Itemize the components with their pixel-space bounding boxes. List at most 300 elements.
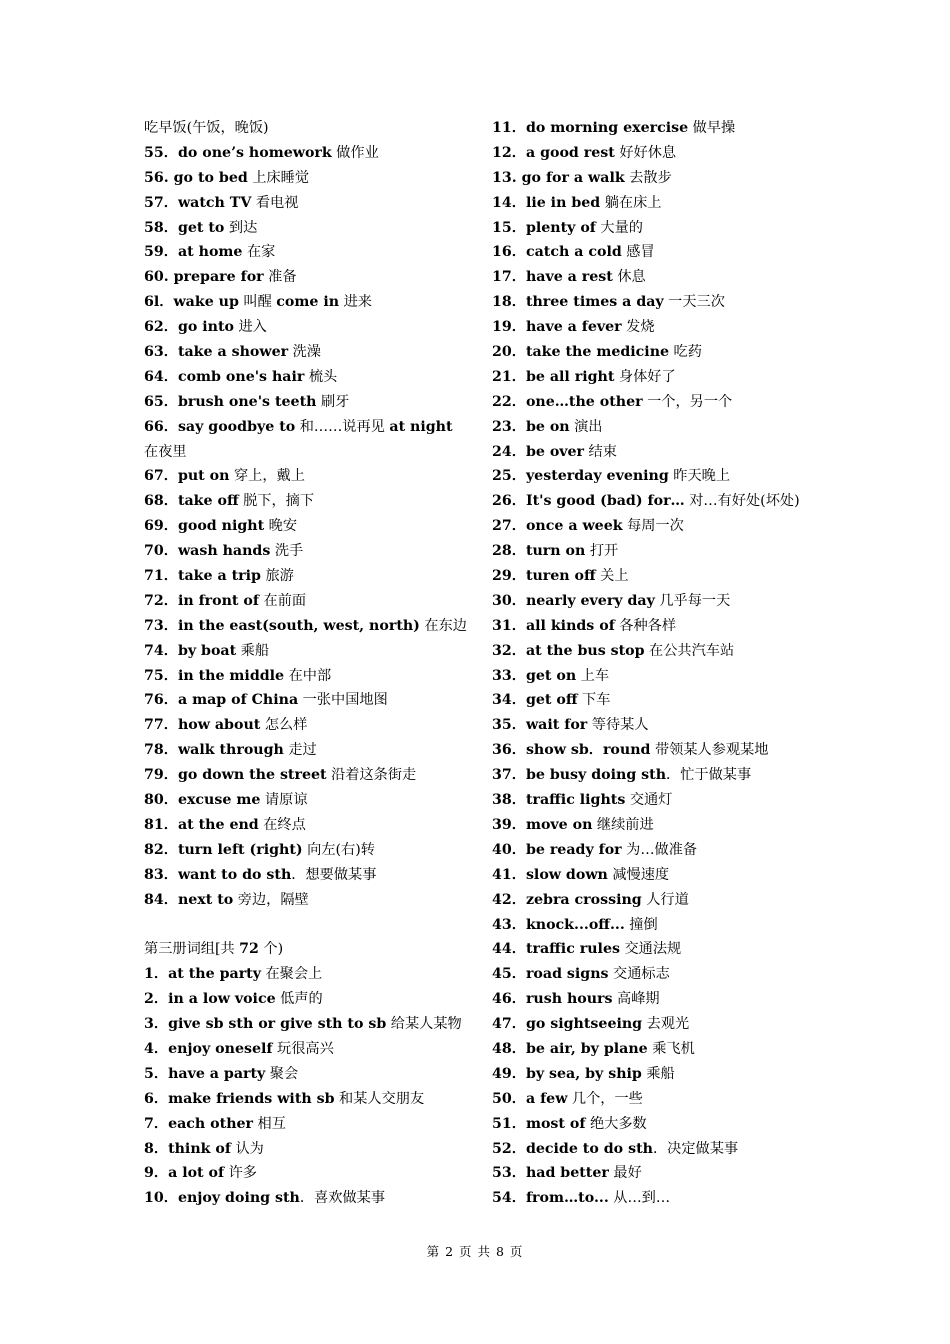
entry-number: 6l． xyxy=(144,294,174,311)
phrase-chinese: 梳头 xyxy=(304,368,338,385)
phrase-english: wash hands xyxy=(177,543,271,560)
phrase-english: nearly every day xyxy=(525,592,655,609)
phrase-english: have a fever xyxy=(525,319,622,336)
phrase-english: at the end xyxy=(177,816,259,833)
entry-number: 19． xyxy=(492,319,526,336)
phrase-chinese: 继续前进 xyxy=(592,816,654,833)
phrase-entry xyxy=(492,265,822,290)
phrase-chinese: 减慢速度 xyxy=(607,866,670,883)
phrase-entry xyxy=(492,464,822,489)
phrase-chinese: 低声的 xyxy=(275,991,323,1008)
phrase-chinese: 许多 xyxy=(224,1165,257,1182)
phrase-english: say goodbye to xyxy=(177,418,296,435)
phrase-english: from…to... xyxy=(525,1190,609,1207)
phrase-entry xyxy=(492,440,822,465)
phrase-entry xyxy=(144,713,474,738)
phrase-chinese: ．忙于做某事 xyxy=(666,767,752,784)
phrase-chinese: 关上 xyxy=(595,568,629,585)
phrase-english: be ready for xyxy=(525,841,622,858)
phrase-entry xyxy=(144,1186,474,1211)
phrase-chinese: 乘飞机 xyxy=(647,1040,695,1057)
phrase-english: traffic rules xyxy=(525,941,620,958)
entry-number: 50． xyxy=(492,1090,526,1107)
entry-number: 54． xyxy=(492,1190,526,1207)
phrase-english: do morning exercise xyxy=(525,120,689,136)
phrase-chinese: 沿着这条街走 xyxy=(326,767,417,784)
phrase-english: each other xyxy=(168,1115,254,1132)
phrase-entry xyxy=(144,141,474,166)
entry-number: 38． xyxy=(492,792,526,809)
phrase-chinese: 打开 xyxy=(585,543,619,560)
phrase-entry xyxy=(492,838,822,863)
phrase-chinese: 准备 xyxy=(263,269,297,286)
phrase-chinese: 对…有好处(坏处) xyxy=(684,493,800,510)
entry-number: 60. xyxy=(144,269,174,286)
phrase-entry xyxy=(144,365,474,390)
phrase-english: most of xyxy=(525,1115,586,1132)
phrase-chinese: 一张中国地图 xyxy=(298,692,388,709)
phrase-chinese: ．决定做某事 xyxy=(652,1140,739,1157)
phrase-english: wait for xyxy=(525,717,588,734)
phrase-chinese: 在东边 xyxy=(419,617,467,634)
entry-number: 24． xyxy=(492,443,526,460)
phrase-english: all kinds of xyxy=(525,617,615,634)
phrase-chinese: 各种各样 xyxy=(614,617,677,634)
phrase-chinese: 身体好了 xyxy=(614,368,676,385)
phrase-entry xyxy=(492,240,822,265)
entry-number: 12． xyxy=(492,144,526,161)
entry-number: 75． xyxy=(144,667,178,684)
entry-number: 79． xyxy=(144,767,178,784)
entry-number: 81． xyxy=(144,816,178,833)
phrase-english: show sb．round xyxy=(525,742,651,759)
phrase-english: in front of xyxy=(177,592,259,609)
entry-number: 41． xyxy=(492,866,526,883)
entry-number: 52． xyxy=(492,1140,526,1157)
phrase-english: take off xyxy=(177,493,239,510)
phrase-english: a good rest xyxy=(525,144,615,161)
phrase-entry xyxy=(144,1112,474,1137)
phrase-chinese: 认为 xyxy=(230,1140,264,1157)
phrase-entry xyxy=(144,813,474,838)
phrase-english: excuse me xyxy=(177,792,261,809)
phrase-entry xyxy=(144,639,474,664)
phrase-entry xyxy=(492,987,822,1012)
phrase-entry xyxy=(492,216,822,241)
phrase-english: a map of China xyxy=(177,692,299,709)
phrase-english: traffic lights xyxy=(525,792,626,809)
phrase-english: at home xyxy=(177,244,243,261)
phrase-english: once a week xyxy=(525,518,623,535)
entry-number: 71． xyxy=(144,568,178,585)
phrase-entry xyxy=(144,1062,474,1087)
entry-number: 34． xyxy=(492,692,526,709)
phrase-english: go sightseeing xyxy=(525,1016,643,1033)
phrase-english: take a shower xyxy=(177,344,289,361)
phrase-chinese: 看电视 xyxy=(251,194,299,211)
phrase-entry xyxy=(492,1137,822,1162)
phrase-chinese: 休息 xyxy=(612,269,646,286)
phrase-chinese: ．喜欢做某事 xyxy=(299,1190,386,1207)
entry-number: 57． xyxy=(144,194,178,211)
phrase-chinese: 旁边，隔壁 xyxy=(233,891,309,908)
phrase-chinese: 人行道 xyxy=(641,891,689,908)
phrase-entry xyxy=(144,1012,474,1037)
entry-number: 66． xyxy=(144,418,178,435)
phrase-entry xyxy=(492,738,822,763)
entry-number: 15． xyxy=(492,219,526,236)
entry-number: 84． xyxy=(144,891,178,908)
phrase-chinese: 晚安 xyxy=(264,518,298,535)
entry-number: 59． xyxy=(144,244,178,261)
entry-number: 42． xyxy=(492,891,526,908)
phrase-chinese: 发烧 xyxy=(621,319,655,336)
phrase-english: get on xyxy=(525,667,577,684)
phrase-english: take a trip xyxy=(177,568,261,585)
phrase-entry xyxy=(144,1087,474,1112)
entry-number: 63． xyxy=(144,344,178,361)
entry-number: 6． xyxy=(144,1090,169,1107)
phrase-chinese: 吃药 xyxy=(669,344,702,361)
phrase-chinese: 乘船 xyxy=(641,1065,675,1082)
phrase-chinese: 交通灯 xyxy=(625,792,673,809)
phrase-entry xyxy=(492,315,822,340)
phrase-chinese: 到达 xyxy=(224,219,258,236)
phrase-entry xyxy=(492,888,822,913)
phrase-chinese: 高峰期 xyxy=(612,991,660,1008)
phrase-entry xyxy=(492,1186,822,1211)
phrase-english: plenty of xyxy=(525,219,596,236)
phrase-chinese: 在前面 xyxy=(259,592,307,609)
phrase-english: prepare for xyxy=(173,269,264,286)
phrase-english: wake up xyxy=(173,294,239,311)
entry-number: 70． xyxy=(144,543,178,560)
left-column xyxy=(144,116,474,1211)
phrase-entry xyxy=(144,788,474,813)
phrase-english: a few xyxy=(525,1090,568,1107)
phrase-entry xyxy=(144,514,474,539)
entry-number: 62． xyxy=(144,319,178,336)
phrase-english: in a low voice xyxy=(168,991,276,1008)
phrase-english: at night xyxy=(389,418,453,435)
phrase-entry xyxy=(144,390,474,415)
phrase-chinese: 在家 xyxy=(242,244,276,261)
phrase-chinese: 请原谅 xyxy=(260,792,308,809)
heading-text: 个) xyxy=(258,941,284,958)
entry-number: 44． xyxy=(492,941,526,958)
phrase-entry xyxy=(492,1037,822,1062)
entry-number: 65． xyxy=(144,393,178,410)
phrase-english: at the bus stop xyxy=(525,642,645,659)
entry-number: 14． xyxy=(492,194,526,211)
entry-number: 30． xyxy=(492,592,526,609)
phrase-english: get to xyxy=(177,219,225,236)
phrase-english: move on xyxy=(525,816,593,833)
phrase-chinese: 去观光 xyxy=(642,1016,690,1033)
phrase-entry xyxy=(492,116,822,141)
phrase-english: do one’s homework xyxy=(177,144,332,161)
phrase-entry xyxy=(492,614,822,639)
phrase-english: go into xyxy=(177,319,234,336)
phrase-english: turn left (right) xyxy=(177,841,303,858)
phrase-chinese: 大量的 xyxy=(595,219,643,236)
phrase-english: watch TV xyxy=(177,194,252,211)
entry-number: 25． xyxy=(492,468,526,485)
section-gap xyxy=(144,913,474,938)
entry-number: 49． xyxy=(492,1065,526,1082)
phrase-chinese: 几乎每一天 xyxy=(654,592,731,609)
phrase-english: turen off xyxy=(525,568,596,585)
entry-number: 26． xyxy=(492,493,526,510)
entry-number: 27． xyxy=(492,518,526,535)
entry-number: 28． xyxy=(492,543,526,560)
entry-number: 29． xyxy=(492,568,526,585)
phrase-entry xyxy=(492,1112,822,1137)
right-column xyxy=(492,116,822,1211)
phrase-entry xyxy=(492,290,822,315)
phrase-chinese: 上床睡觉 xyxy=(247,169,310,186)
entry-number: 31． xyxy=(492,617,526,634)
phrase-english: be over xyxy=(525,443,585,460)
entry-number: 16． xyxy=(492,244,526,261)
phrase-chinese: 在聚会上 xyxy=(260,966,323,983)
phrase-entry xyxy=(144,440,474,465)
phrase-english: at the party xyxy=(168,966,261,983)
phrase-english: one…the other xyxy=(525,393,643,410)
entry-number: 51． xyxy=(492,1115,526,1132)
entry-number: 37． xyxy=(492,767,526,784)
phrase-english: next to xyxy=(177,891,234,908)
page-footer: 第 2 页 共 8 页 xyxy=(426,1244,524,1259)
phrase-entry xyxy=(492,688,822,713)
entry-number: 9． xyxy=(144,1165,169,1182)
entry-number: 45． xyxy=(492,966,526,983)
entry-number: 23． xyxy=(492,418,526,435)
phrase-entry xyxy=(144,614,474,639)
phrase-entry xyxy=(492,365,822,390)
entry-number: 39． xyxy=(492,816,526,833)
phrase-chinese: 结束 xyxy=(584,443,617,460)
phrase-entry xyxy=(144,1137,474,1162)
entry-number: 64． xyxy=(144,368,178,385)
entry-number: 83． xyxy=(144,866,178,883)
entry-number: 32． xyxy=(492,642,526,659)
phrase-chinese: 进来 xyxy=(339,294,372,311)
phrase-english: had better xyxy=(525,1165,609,1182)
phrase-english: walk through xyxy=(177,742,284,759)
entry-number: 36． xyxy=(492,742,526,759)
phrase-entry xyxy=(144,838,474,863)
heading-text: 第三册词组[共 xyxy=(144,941,240,958)
phrase-english: come in xyxy=(276,294,340,311)
phrase-chinese: 走过 xyxy=(283,742,317,759)
phrase-entry xyxy=(492,937,822,962)
phrase-english: enjoy doing sth xyxy=(177,1190,300,1207)
phrase-english: want to do sth xyxy=(177,866,292,883)
phrase-chinese: 一天三次 xyxy=(663,294,725,311)
entry-number: 5． xyxy=(144,1065,169,1082)
entry-number: 18． xyxy=(492,294,526,311)
entry-number: 80． xyxy=(144,792,178,809)
phrase-entry xyxy=(144,340,474,365)
entry-number: 73． xyxy=(144,617,178,634)
phrase-english: go down the street xyxy=(177,767,327,784)
entry-number: 76． xyxy=(144,692,178,709)
phrase-entry xyxy=(144,464,474,489)
phrase-chinese: ．想要做某事 xyxy=(291,866,377,883)
phrase-entry xyxy=(492,166,822,191)
phrase-chinese: 玩很高兴 xyxy=(272,1040,334,1057)
phrase-english: give sb sth or give sth to sb xyxy=(168,1016,387,1033)
phrase-english: make friends with sb xyxy=(168,1090,335,1107)
entry-number: 74． xyxy=(144,642,178,659)
phrase-entry xyxy=(144,191,474,216)
entry-number: 8． xyxy=(144,1140,169,1157)
phrase-english: in the middle xyxy=(177,667,285,684)
entry-number: 58． xyxy=(144,219,178,236)
entry-number: 67． xyxy=(144,468,178,485)
phrase-english: yesterday evening xyxy=(525,468,669,485)
phrase-entry xyxy=(492,191,822,216)
phrase-entry xyxy=(492,713,822,738)
entry-number: 21． xyxy=(492,368,526,385)
phrase-chinese: 每周一次 xyxy=(622,518,684,535)
phrase-chinese: 做早操 xyxy=(688,120,736,136)
phrase-entry xyxy=(144,589,474,614)
section-heading xyxy=(144,937,474,962)
phrase-english: by sea, by ship xyxy=(525,1065,642,1082)
entry-number: 35． xyxy=(492,717,526,734)
phrase-english: be all right xyxy=(525,368,615,385)
phrase-chinese: 交通法规 xyxy=(619,941,682,958)
phrase-chinese: 刷牙 xyxy=(316,393,350,410)
phrase-entry xyxy=(144,1161,474,1186)
phrase-english: think of xyxy=(168,1140,231,1157)
phrase-english: by boat xyxy=(177,642,237,659)
entry-number: 82． xyxy=(144,841,178,858)
entry-number: 13. xyxy=(492,169,522,186)
entry-number: 69． xyxy=(144,518,178,535)
phrase-english: have a party xyxy=(168,1065,266,1082)
phrase-english: enjoy oneself xyxy=(168,1040,273,1057)
phrase-chinese: 演出 xyxy=(569,418,603,435)
phrase-entry xyxy=(492,415,822,440)
phrase-entry xyxy=(144,1037,474,1062)
phrase-english: get off xyxy=(525,692,578,709)
phrase-english: brush one's teeth xyxy=(177,393,317,410)
phrase-entry xyxy=(492,1161,822,1186)
phrase-entry xyxy=(144,763,474,788)
entry-number: 68． xyxy=(144,493,178,510)
phrase-entry xyxy=(492,489,822,514)
phrase-english: comb one's hair xyxy=(177,368,305,385)
phrase-entry xyxy=(144,315,474,340)
phrase-chinese: 感冒 xyxy=(621,244,655,261)
phrase-english: road signs xyxy=(525,966,609,983)
phrase-english: be on xyxy=(525,418,570,435)
phrase-entry xyxy=(492,340,822,365)
entry-number: 17． xyxy=(492,269,526,286)
phrase-chinese: 交通标志 xyxy=(608,966,670,983)
phrase-chinese: 从…到… xyxy=(608,1190,671,1207)
phrase-entry xyxy=(144,265,474,290)
phrase-chinese: 好好休息 xyxy=(614,144,677,161)
phrase-english: go to bed xyxy=(173,169,248,186)
phrase-entry xyxy=(144,738,474,763)
phrase-entry xyxy=(492,763,822,788)
phrase-chinese: 穿上，戴上 xyxy=(229,468,305,485)
phrase-english: go for a walk xyxy=(521,169,625,186)
phrase-english: put on xyxy=(177,468,230,485)
phrase-chinese: 叫醒 xyxy=(238,294,277,311)
phrase-chinese: 几个，一些 xyxy=(567,1090,643,1107)
phrase-chinese: 相互 xyxy=(253,1115,286,1132)
phrase-entry xyxy=(144,539,474,564)
phrase-entry xyxy=(144,116,474,141)
phrase-entry xyxy=(492,539,822,564)
phrase-chinese: 脱下，摘下 xyxy=(238,493,315,510)
phrase-chinese: 下车 xyxy=(577,692,611,709)
phrase-entry xyxy=(492,639,822,664)
phrase-english: be air, by plane xyxy=(525,1040,648,1057)
phrase-entry xyxy=(144,987,474,1012)
phrase-english: how about xyxy=(177,717,261,734)
entry-number: 53． xyxy=(492,1165,526,1182)
phrase-english: three times a day xyxy=(525,294,664,311)
phrase-entry xyxy=(492,141,822,166)
phrase-chinese: 躺在床上 xyxy=(600,194,662,211)
phrase-chinese: 给某人某物 xyxy=(386,1016,462,1033)
phrase-entry xyxy=(144,166,474,191)
entry-number: 77． xyxy=(144,717,178,734)
phrase-english: turn on xyxy=(525,543,586,560)
phrase-chinese: 洗手 xyxy=(270,543,304,560)
phrase-entry xyxy=(492,1062,822,1087)
phrase-chinese: 上车 xyxy=(576,667,610,684)
phrase-entry xyxy=(144,290,474,315)
phrase-english: catch a cold xyxy=(525,244,622,261)
phrase-entry xyxy=(144,962,474,987)
phrase-english: decide to do sth xyxy=(525,1140,653,1157)
entry-number: 4． xyxy=(144,1040,169,1057)
phrase-chinese: 去散步 xyxy=(624,169,672,186)
phrase-entry xyxy=(144,688,474,713)
entry-number: 40． xyxy=(492,841,526,858)
entry-number: 22． xyxy=(492,393,526,410)
phrase-entry xyxy=(144,564,474,589)
phrase-chinese: 昨天晚上 xyxy=(668,468,731,485)
phrase-chinese: 和某人交朋友 xyxy=(334,1090,425,1107)
entry-number: 56. xyxy=(144,169,174,186)
phrase-chinese: 做作业 xyxy=(331,144,379,161)
entry-number: 47． xyxy=(492,1016,526,1033)
entry-number: 72． xyxy=(144,592,178,609)
phrase-chinese: 在夜里 xyxy=(144,443,187,460)
phrase-entry xyxy=(492,589,822,614)
phrase-entry xyxy=(144,863,474,888)
entry-number: 3． xyxy=(144,1016,169,1033)
phrase-english: rush hours xyxy=(525,991,613,1008)
phrase-entry xyxy=(144,415,474,440)
phrase-english: in the east(south, west, north) xyxy=(177,617,420,634)
phrase-chinese: 聚会 xyxy=(265,1065,299,1082)
phrase-english: good night xyxy=(177,518,265,535)
phrase-english: slow down xyxy=(525,866,608,883)
entry-number: 10． xyxy=(144,1190,178,1207)
entry-number: 11． xyxy=(492,120,526,136)
phrase-english: zebra crossing xyxy=(525,891,642,908)
entry-number: 55． xyxy=(144,144,178,161)
